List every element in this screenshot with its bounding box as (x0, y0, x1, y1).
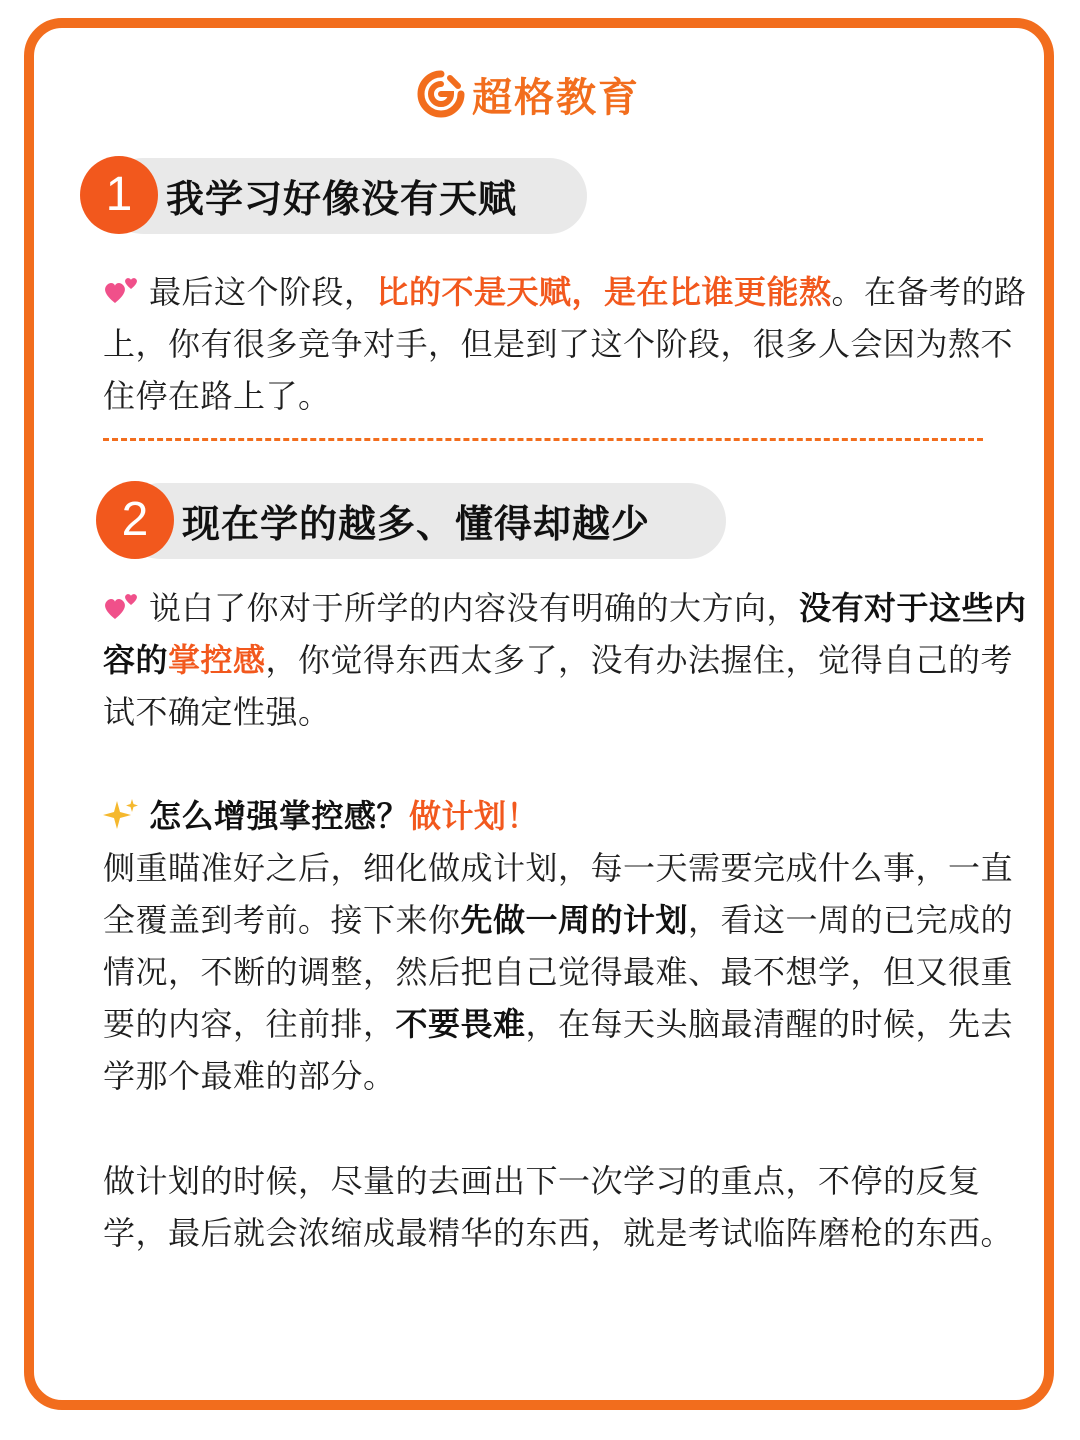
paragraph-4 (103, 1155, 1033, 1259)
paragraph-2-text-a: 说白了你对于所学的内容没有明确的大方向， (149, 589, 800, 627)
paragraph-3-text-a: 侧重瞄准好之后，细化做成计划，每一天需要完成什么事，一直全覆盖到考前。接下来你 (103, 849, 1014, 939)
tip-line (103, 790, 1033, 842)
brand-name: 超格教育 (472, 74, 640, 121)
section-1-title: 我学习好像没有天赋 (166, 176, 518, 221)
paragraph-1-highlight: 比的不是天赋，是在比谁更能熬 (376, 273, 832, 311)
paragraph-3-bold-1: 先做一周的计划 (460, 901, 689, 939)
section-1-number: 1 (80, 156, 158, 234)
paragraph-2-text-d: ，你觉得东西太多了，没有办法握住，觉得自己的考试不确定性强。 (103, 641, 1014, 731)
paragraph-1 (103, 266, 1033, 422)
brand (416, 66, 640, 122)
two-hearts-icon (103, 273, 141, 307)
section-2-header (96, 481, 650, 559)
paragraph-1-text-c: 。在备考的路上，你有很多竞争对手，但是到了这个阶段，很多人会因为熬不住停在路上了。 (103, 273, 1027, 415)
paragraph-3-text-c: ，看这一周的已完成的情况，不断的调整，然后把自己觉得最难、最不想学，但又很重要的内容，往前排， (103, 901, 1014, 1043)
paragraph-3-bold-2: 不要畏难 (395, 1005, 526, 1043)
tip-answer: 做计划！ (409, 797, 540, 835)
section-2-number: 2 (96, 481, 174, 559)
section-1-header (80, 156, 517, 234)
paragraph-2 (103, 582, 1033, 738)
paragraph-3-text-e: ，在每天头脑最清醒的时候，先去学那个最难的部分。 (103, 1005, 1014, 1095)
two-hearts-icon (103, 589, 141, 623)
paragraph-2-bold: 没有对于这些内容的 (103, 589, 1027, 679)
section-2-title: 现在学的越多、懂得却越少 (182, 501, 651, 546)
paragraph-4-text: 做计划的时候，尽量的去画出下一次学习的重点，不停的反复学，最后就会浓缩成最精华的东西，就是考试临阵磨枪的东西。 (103, 1162, 1014, 1252)
paragraph-2-highlight: 掌控感 (168, 641, 266, 679)
paragraph-1-text-a: 最后这个阶段， (149, 273, 377, 311)
dashed-divider (103, 438, 983, 441)
paragraph-3 (103, 842, 1033, 1102)
g-logo-icon (416, 69, 466, 119)
tip-question: 怎么增强掌控感？ (149, 797, 410, 835)
sparkles-icon (103, 797, 141, 831)
